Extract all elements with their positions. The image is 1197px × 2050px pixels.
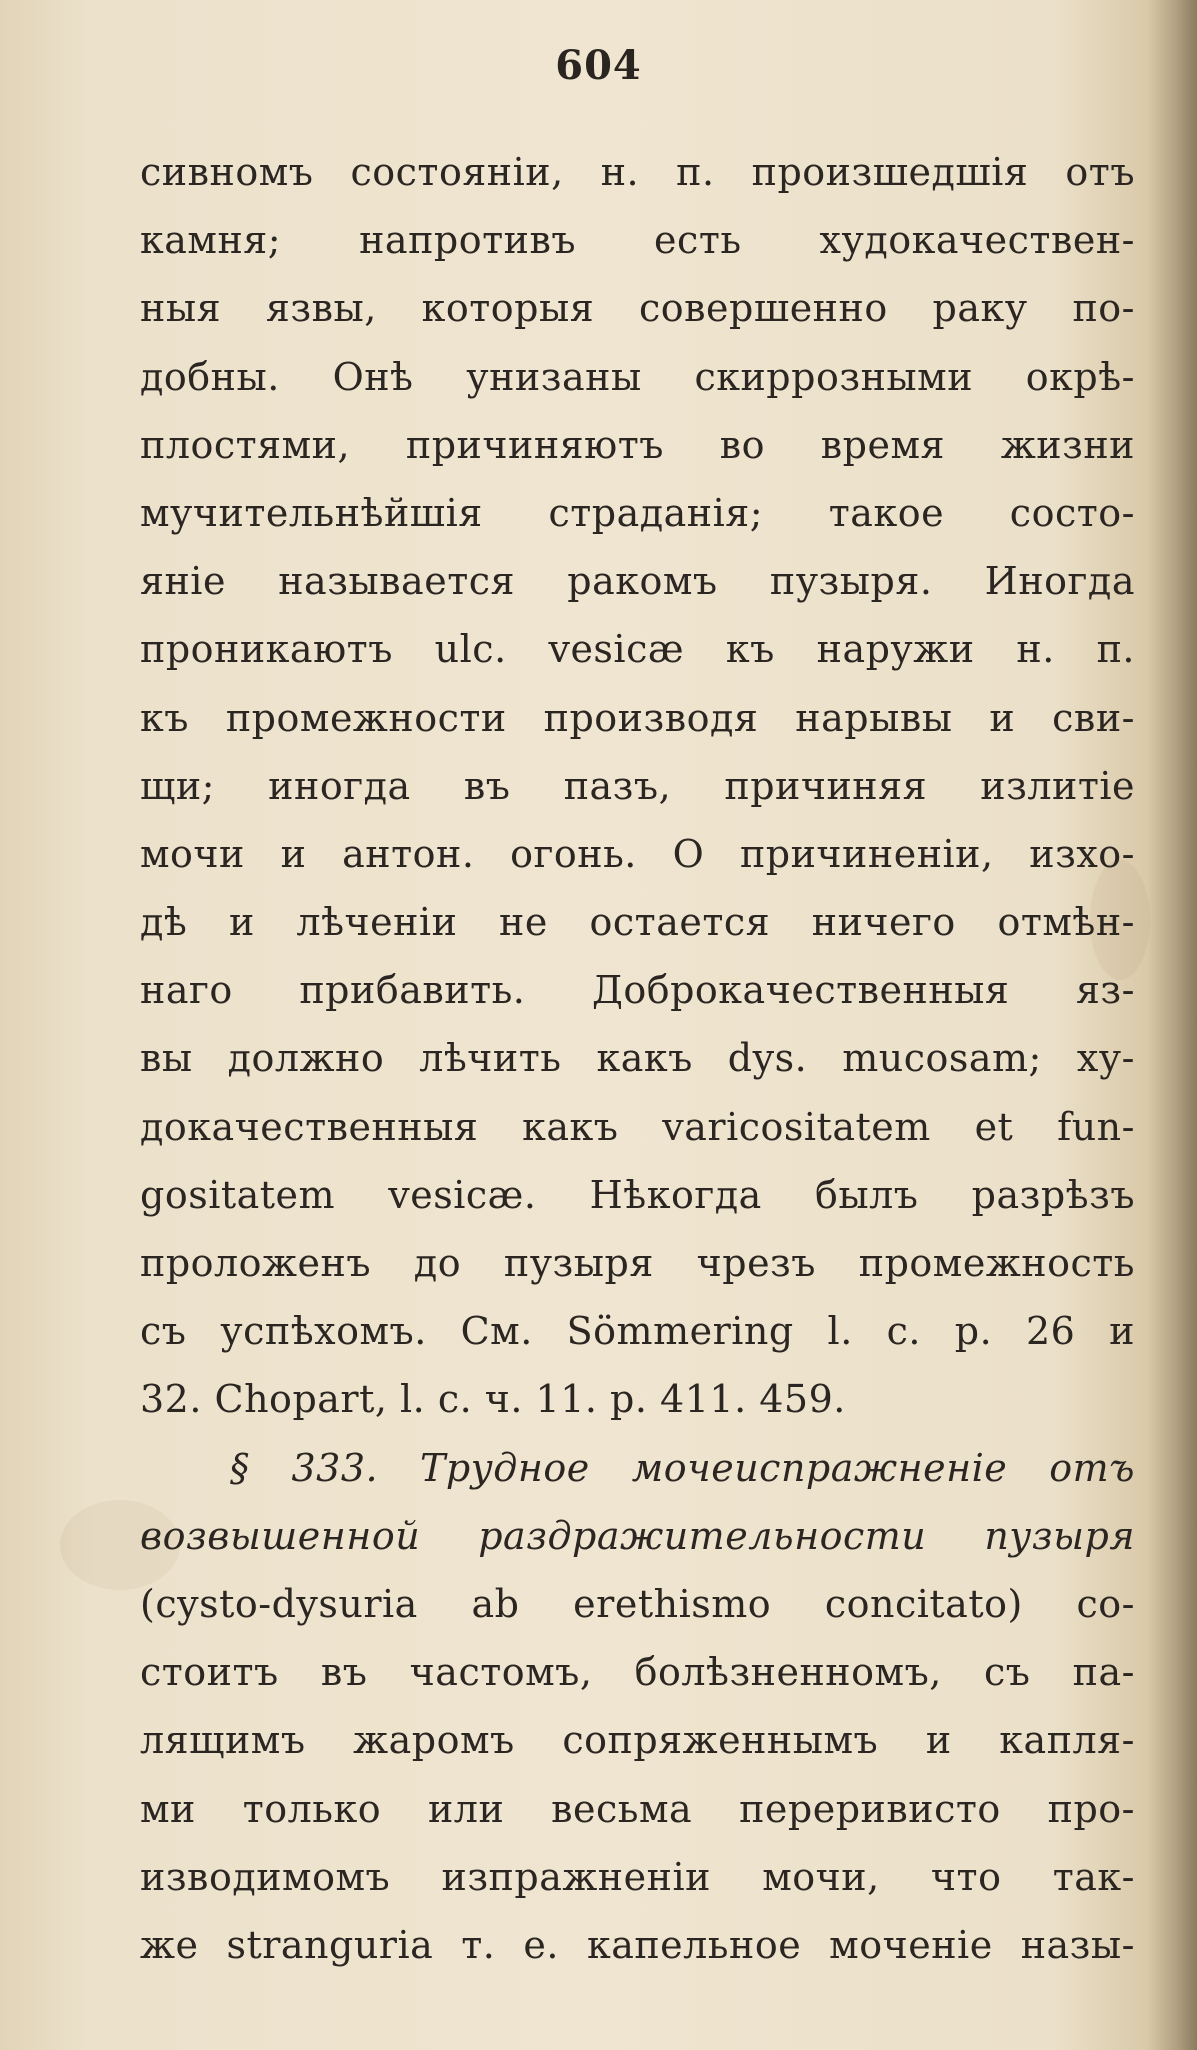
text-line: ныя язвы, которыя совершенно раку по- [140,286,1135,331]
text-line: камня; напротивъ есть худокачествен- [140,218,1135,263]
text-line: вы должно лѣчить какъ dys. mucosam; ху- [140,1036,1135,1081]
body-text [140,138,1135,1979]
text-line: (cysto-dysuria ab erethismo concitato) со- [140,1581,1135,1626]
text-line: наго прибавить. Доброкачественныя яз- [140,968,1135,1013]
text-line: же stranguria т. е. капельное моченiе назы- [140,1922,1135,1967]
text-line: сивномъ состоянiи, н. п. произшедшiя отъ [140,150,1135,194]
text-line: gositatem vesicæ. Нѣкогда былъ разрѣзъ [140,1172,1135,1217]
text-line: съ успѣхомъ. См. Sömmering l. c. p. 26 и [140,1309,1135,1354]
text-line: 32. Chopart, l. c. ч. 11. p. 411. 459. [140,1377,846,1422]
text-line: дѣ и лѣченiи не остается ничего отмѣн- [140,900,1135,945]
text-line: проникаютъ ulc. vesicæ къ наружи н. п. [140,627,1135,672]
text-line: янiе называется ракомъ пузыря. Иногда [140,559,1135,604]
section-heading-line: § 333. Трудное мочеиспражненiе отъ [230,1445,1135,1490]
text-line: лящимъ жаромъ сопряженнымъ и капля- [140,1718,1135,1763]
text-line: мочи и антон. огонь. О причиненiи, изхо- [140,831,1135,876]
text-line: щи; иногда въ пазъ, причиняя излитiе [140,763,1135,808]
text-line: изводимомъ изпражненiи мочи, что так- [140,1854,1135,1899]
page-number: 604 [555,42,642,89]
text-line: къ промежности производя нарывы и сви- [140,695,1135,740]
text-line: стоитъ въ частомъ, болѣзненномъ, съ па- [140,1650,1135,1695]
section-heading-line: возвышенной раздражительности пузыря [140,1513,1135,1558]
text-line: докачественныя какъ varicositatem et fun- [140,1104,1135,1149]
text-line: добны. Онѣ унизаны скиррозными окрѣ- [140,354,1135,399]
text-line: мучительнѣйшiя страданiя; такое состо- [140,490,1135,535]
text-line: проложенъ до пузыря чрезъ промежность [140,1241,1135,1285]
page-gutter-shadow [1147,0,1197,2050]
text-line: ми только или весьма переривисто про- [140,1786,1135,1831]
text-line: плостями, причиняютъ во время жизни [140,422,1135,467]
